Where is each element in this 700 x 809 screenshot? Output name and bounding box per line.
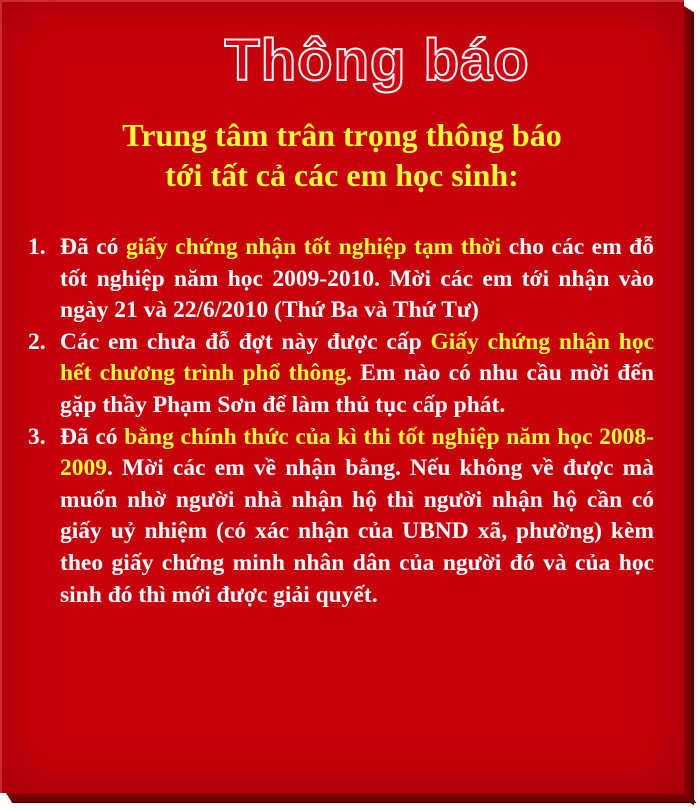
item-number: 3. xyxy=(28,423,46,450)
item-text: . Mời các em về nhận bằng. Nếu không về được mà muốn nhờ người nhà nhận hộ thì người nhận hộ cần có giấy uỷ nhiệm (có xác nhận của UBND xã, phường) kèm theo giấy chứng minh nhân dân của người đó và của học sinh đó thì mới được giải quyết. xyxy=(60,455,654,608)
item-text: Các em chưa đỗ đợt này được cấp xyxy=(60,328,431,355)
subtitle-line-1: Trung tâm trân trọng thông báo xyxy=(122,117,562,153)
notice-item-2 xyxy=(28,327,654,422)
board-side-bottom xyxy=(6,793,696,803)
item-number: 2. xyxy=(28,328,46,355)
notice-item-1 xyxy=(28,232,654,327)
item-text: cho các em đỗ tốt nghiệp năm học 2009-2010. Mời các em tới nhận vào ngày 21 và 22/6/2010 (Thứ Ba và Thứ Tư) xyxy=(60,234,654,324)
notice-subtitle xyxy=(0,115,684,195)
subtitle-line-2: tới tất cả các em học sinh: xyxy=(165,157,519,193)
item-text: Em nào có nhu cầu mời đến gặp thầy Phạm Sơn để làm thủ tục cấp phát. xyxy=(60,360,654,418)
item-text: Đã có xyxy=(60,234,126,260)
item-number: 1. xyxy=(28,234,46,260)
notice-item-3 xyxy=(28,422,654,612)
item-highlight: giấy chứng nhận tốt nghiệp tạm thời xyxy=(125,234,502,260)
notice-title: Thông báo xyxy=(224,28,530,93)
notice-list xyxy=(28,232,654,611)
item-highlight: bằng chính thức của kì thi tốt nghiệp năm học 2008-2009 xyxy=(60,423,654,482)
item-text: Đã có xyxy=(60,423,125,450)
item-highlight: Giấy chứng nhận học hết chương trình phổ thông. xyxy=(60,328,654,387)
board-side-right xyxy=(684,6,694,805)
